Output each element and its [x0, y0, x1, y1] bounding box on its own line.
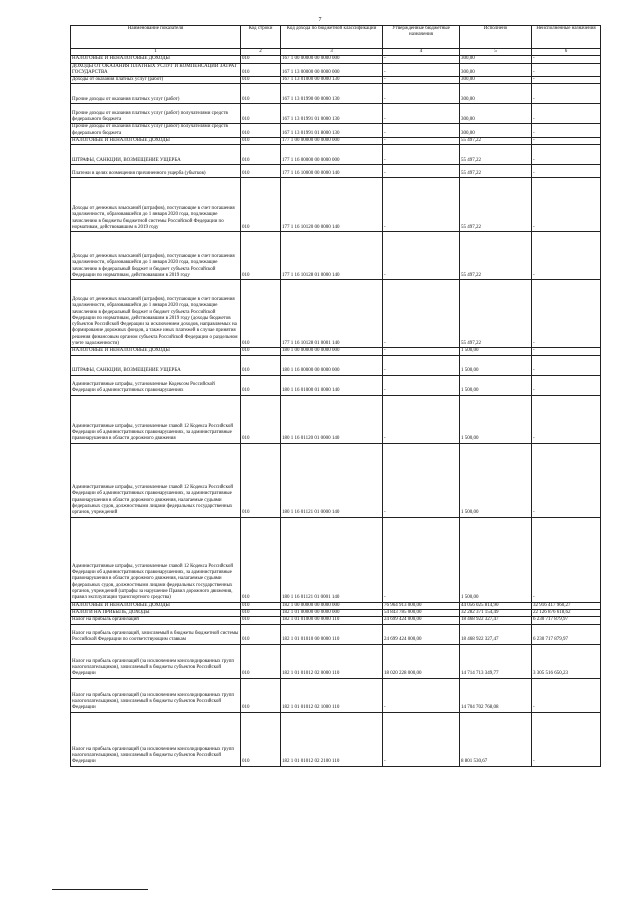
row-income-code: 167 1 13 01991 01 8000 130	[281, 124, 383, 138]
row-name: Налог на прибыль организаций (за исключением консолидированных групп налогоплательщиков), зачисляемый в бюджеты субъектов Российской Федерации	[71, 678, 241, 712]
row-approved: -	[383, 232, 460, 280]
row-income-code: 180 1 16 01120 01 0000 140	[281, 395, 383, 443]
row-approved: -	[383, 280, 460, 348]
row-name: НАЛОГОВЫЕ И НЕНАЛОГОВЫЕ ДОХОДЫ	[71, 348, 241, 355]
row-income-code: 167 1 13 01991 01 0000 130	[281, 104, 383, 124]
row-unexecuted: -	[532, 145, 601, 165]
row-name: НАЛОГОВЫЕ И НЕНАЛОГОВЫЕ ДОХОДЫ	[71, 56, 241, 63]
row-name: ДОХОДЫ ОТ ОКАЗАНИЯ ПЛАТНЫХ УСЛУГ И КОМПЕНСАЦИИ ЗАТРАТ ГОСУДАРСТВА	[71, 63, 241, 77]
row-code: 010	[241, 84, 281, 104]
row-unexecuted: -	[532, 178, 601, 232]
row-name: Налог на прибыль организаций (за исключением консолидированных групп налогоплательщиков), зачисляемый в бюджеты субъектов Российской Федерации	[71, 644, 241, 678]
row-approved: -	[383, 145, 460, 165]
row-name: Доходы от денежных взысканий (штрафов), поступающие в счет погашения задолженности, образовавшейся до 1 января 2020 года, подлежащие зачислению в бюджеты бюджетной системы Российской Федерации по нормативам, действовавшим в 2019 году	[71, 178, 241, 232]
header-unexecuted: Неисполненные назначения	[532, 26, 601, 49]
row-name: НАЛОГИ НА ПРИБЫЛЬ, ДОХОДЫ	[71, 609, 241, 616]
row-code: 010	[241, 395, 281, 443]
table-row	[71, 104, 601, 124]
row-income-code: 182 1 01 01012 02 0000 110	[281, 644, 383, 678]
row-executed: 55 497,22	[460, 165, 532, 178]
row-executed: 44 056 025 814,90	[460, 602, 532, 609]
row-code: 010	[241, 712, 281, 766]
row-approved: -	[383, 63, 460, 77]
table-row	[71, 232, 601, 280]
row-executed: 1 500,00	[460, 355, 532, 375]
row-code: 010	[241, 375, 281, 395]
row-approved: 18 020 228 000,00	[383, 644, 460, 678]
column-number: 3	[281, 49, 383, 56]
table-row	[71, 63, 601, 77]
row-approved: -	[383, 56, 460, 63]
row-income-code: 180 1 16 00000 00 0000 000	[281, 355, 383, 375]
table-row	[71, 84, 601, 104]
column-number: 1	[71, 49, 241, 56]
row-name: Административные штрафы, установленные Кодексом Российской Федерации об административных правонарушениях	[71, 375, 241, 395]
row-name: Доходы от денежных взысканий (штрафов), поступающие в счет погашения задолженности, образовавшейся до 1 января 2020 года, подлежащие зачислению в федеральный бюджет и бюджет субъекта Российской Федерации по нормативам, действовавшим в 2019 году	[71, 232, 241, 280]
footer-rule	[52, 889, 148, 890]
row-approved: 76 964 913 000,00	[383, 602, 460, 609]
header-indicator-name: Наименование показателя	[71, 26, 241, 49]
row-code: 010	[241, 644, 281, 678]
row-approved: -	[383, 517, 460, 602]
row-unexecuted: -	[532, 63, 601, 77]
row-executed: 1 500,00	[460, 443, 532, 517]
row-executed: 14 704 702 768,08	[460, 678, 532, 712]
table-row	[71, 124, 601, 138]
row-code: 010	[241, 355, 281, 375]
row-income-code: 177 1 16 10128 01 0000 140	[281, 232, 383, 280]
row-code: 010	[241, 178, 281, 232]
page-number: 7	[318, 17, 322, 23]
row-code: 010	[241, 56, 281, 63]
row-executed: 18 468 922 327,47	[460, 617, 532, 624]
row-code: 010	[241, 609, 281, 616]
row-executed: 55 497,22	[460, 178, 532, 232]
row-approved: -	[383, 165, 460, 178]
row-income-code: 177 1 00 00000 00 0000 000	[281, 138, 383, 145]
table-row	[71, 375, 601, 395]
row-approved: -	[383, 678, 460, 712]
row-income-code: 182 1 01 01010 00 0000 110	[281, 624, 383, 644]
revenue-report-table	[70, 25, 601, 767]
column-number: 6	[532, 49, 601, 56]
row-unexecuted: 22 126 876 618,62	[532, 609, 601, 616]
row-income-code: 167 1 13 01000 00 0000 130	[281, 77, 383, 84]
row-unexecuted: -	[532, 517, 601, 602]
row-unexecuted: 32 916 417 960,27	[532, 602, 601, 609]
table-row	[71, 678, 601, 712]
table-row	[71, 138, 601, 145]
row-code: 010	[241, 348, 281, 355]
row-name: НАЛОГОВЫЕ И НЕНАЛОГОВЫЕ ДОХОДЫ	[71, 138, 241, 145]
row-name: Административные штрафы, установленные главой 12 Кодекса Российской Федерации об административных правонарушениях, за административные правонарушения в области дорожного движения	[71, 395, 241, 443]
row-unexecuted: -	[532, 280, 601, 348]
row-unexecuted: -	[532, 124, 601, 138]
row-income-code: 177 1 16 00000 00 0000 000	[281, 145, 383, 165]
row-unexecuted: 6 230 717 879,97	[532, 617, 601, 624]
row-approved: 24 699 424 000,00	[383, 617, 460, 624]
row-executed: 300,00	[460, 77, 532, 84]
row-approved: 54 843 785 000,00	[383, 609, 460, 616]
row-code: 010	[241, 602, 281, 609]
row-executed: 55 497,22	[460, 280, 532, 348]
row-income-code: 177 1 16 10120 00 0000 140	[281, 178, 383, 232]
row-code: 010	[241, 138, 281, 145]
table-row	[71, 517, 601, 602]
row-code: 010	[241, 443, 281, 517]
row-unexecuted: -	[532, 712, 601, 766]
row-name: Налог на прибыль организаций, зачисляемый в бюджеты бюджетной системы Российской Федерации по соответствующим ставкам	[71, 624, 241, 644]
row-unexecuted: -	[532, 165, 601, 178]
table-row	[71, 712, 601, 766]
row-code: 010	[241, 617, 281, 624]
column-number: 4	[383, 49, 460, 56]
row-approved: -	[383, 84, 460, 104]
row-executed: 300,00	[460, 84, 532, 104]
table-row	[71, 617, 601, 624]
row-executed: 32 282 371 154,49	[460, 609, 532, 616]
row-executed: 55 497,22	[460, 145, 532, 165]
row-code: 010	[241, 517, 281, 602]
table-row	[71, 355, 601, 375]
row-executed: 55 497,22	[460, 232, 532, 280]
row-executed: 1 500,00	[460, 375, 532, 395]
row-unexecuted: -	[532, 56, 601, 63]
row-executed: 300,00	[460, 124, 532, 138]
row-name: Административные штрафы, установленные главой 12 Кодекса Российской Федерации об административных правонарушениях, за административные правонарушения в области дорожного движения, налагаемые судьями федеральных судов, должностными лицами федеральных государственных органов, учреждений	[71, 443, 241, 517]
row-code: 010	[241, 678, 281, 712]
row-approved: -	[383, 375, 460, 395]
row-code: 010	[241, 232, 281, 280]
row-income-code: 180 1 00 00000 00 0000 000	[281, 348, 383, 355]
row-name: Прочие доходы от оказания платных услуг (работ)	[71, 84, 241, 104]
row-approved: -	[383, 348, 460, 355]
row-code: 010	[241, 104, 281, 124]
row-name: Налог на прибыль организаций (за исключением консолидированных групп налогоплательщиков), зачисляемый в бюджеты субъектов Российской Федерации	[71, 712, 241, 766]
header-executed: Исполнено	[460, 26, 532, 49]
row-approved: -	[383, 77, 460, 84]
row-name: Прочие доходы от оказания платных услуг (работ) получателями средств федерального бюджета	[71, 104, 241, 124]
row-approved: 24 699 424 000,00	[383, 624, 460, 644]
header-approved: Утвержденные бюджетные назначения	[383, 26, 460, 49]
table-row	[71, 178, 601, 232]
row-income-code: 182 1 01 01012 02 2100 110	[281, 712, 383, 766]
row-code: 010	[241, 77, 281, 84]
row-unexecuted: -	[532, 77, 601, 84]
row-name: Доходы от денежных взысканий (штрафов), поступающие в счет погашения задолженности, образовавшейся до 1 января 2020 года, подлежащие зачислению в федеральный бюджет и бюджет субъекта Российской Федерации по нормативам, действовавшим в 2019 году (доходы бюджетов субъектов Российской Федерации за исключением доходов, направляемых на формирование дорожных фондов, а также иных платежей в случае принятия решения финансовым органом субъекта Российской Федерации о раздельном учете задолженности)	[71, 280, 241, 348]
header-row	[71, 26, 601, 49]
row-unexecuted: -	[532, 678, 601, 712]
row-income-code: 182 1 01 00000 00 0000 000	[281, 609, 383, 616]
row-income-code: 182 1 01 01012 02 1000 110	[281, 678, 383, 712]
row-income-code: 182 1 01 01000 00 0000 110	[281, 617, 383, 624]
row-unexecuted: -	[532, 355, 601, 375]
row-executed: 18 468 922 327,47	[460, 624, 532, 644]
row-unexecuted: 6 230 717 879,97	[532, 624, 601, 644]
row-executed: 1 500,00	[460, 348, 532, 355]
row-executed: 1 500,00	[460, 395, 532, 443]
row-income-code: 177 1 16 10000 00 0000 140	[281, 165, 383, 178]
row-name: НАЛОГОВЫЕ И НЕНАЛОГОВЫЕ ДОХОДЫ	[71, 602, 241, 609]
column-number: 5	[460, 49, 532, 56]
row-approved: -	[383, 104, 460, 124]
row-income-code: 180 1 16 01121 01 0000 140	[281, 443, 383, 517]
row-approved: -	[383, 178, 460, 232]
table-row	[71, 280, 601, 348]
row-income-code: 177 1 16 10128 01 0001 140	[281, 280, 383, 348]
table-row	[71, 165, 601, 178]
table-row	[71, 644, 601, 678]
row-code: 010	[241, 124, 281, 138]
row-name: Платежи в целях возмещения причиненного ущерба (убытков)	[71, 165, 241, 178]
row-name: Доходы от оказания платных услуг (работ)	[71, 77, 241, 84]
row-income-code: 182 1 00 00000 00 0000 000	[281, 602, 383, 609]
column-number: 2	[241, 49, 281, 56]
row-executed: 300,00	[460, 63, 532, 77]
row-name: ШТРАФЫ, САНКЦИИ, ВОЗМЕЩЕНИЕ УЩЕРБА	[71, 145, 241, 165]
row-code: 010	[241, 165, 281, 178]
table-row	[71, 77, 601, 84]
row-income-code: 167 1 13 01990 00 0000 130	[281, 84, 383, 104]
row-name: Налог на прибыль организаций	[71, 617, 241, 624]
table-row	[71, 145, 601, 165]
row-income-code: 180 1 16 01000 01 0000 140	[281, 375, 383, 395]
row-approved: -	[383, 124, 460, 138]
row-executed: 14 714 713 349,77	[460, 644, 532, 678]
column-number-row	[71, 49, 601, 56]
row-executed: 300,00	[460, 104, 532, 124]
row-name: Прочие доходы от оказания платных услуг (работ) получателями средств федерального бюджета	[71, 124, 241, 138]
row-unexecuted: -	[532, 232, 601, 280]
row-approved: -	[383, 443, 460, 517]
row-approved: -	[383, 138, 460, 145]
row-unexecuted: -	[532, 138, 601, 145]
table-row	[71, 56, 601, 63]
row-code: 010	[241, 145, 281, 165]
row-approved: -	[383, 712, 460, 766]
row-code: 010	[241, 63, 281, 77]
row-name: ШТРАФЫ, САНКЦИИ, ВОЗМЕЩЕНИЕ УЩЕРБА	[71, 355, 241, 375]
row-unexecuted: -	[532, 104, 601, 124]
row-name: Административные штрафы, установленные главой 12 Кодекса Российской Федерации об административных правонарушениях, за административные правонарушения в области дорожного движения, налагаемые судьями федеральных судов, должностными лицами федеральных государственных органов, учреждений (штрафы за нарушение Правил дорожного движения, правил эксплуатации транспортного средства)	[71, 517, 241, 602]
row-unexecuted: -	[532, 443, 601, 517]
table-row	[71, 602, 601, 609]
table-row	[71, 395, 601, 443]
row-executed: 300,00	[460, 56, 532, 63]
row-code: 010	[241, 280, 281, 348]
row-executed: 1 500,00	[460, 517, 532, 602]
row-approved: -	[383, 355, 460, 375]
row-unexecuted: -	[532, 395, 601, 443]
header-income-code: Код дохода по бюджетной классификации	[281, 26, 383, 49]
row-income-code: 167 1 00 00000 00 0000 000	[281, 56, 383, 63]
row-unexecuted: 3 305 516 650,23	[532, 644, 601, 678]
row-unexecuted: -	[532, 84, 601, 104]
table-row	[71, 624, 601, 644]
row-income-code: 180 1 16 01121 01 0001 140	[281, 517, 383, 602]
row-executed: 55 497,22	[460, 138, 532, 145]
table-row	[71, 609, 601, 616]
row-unexecuted: -	[532, 348, 601, 355]
row-unexecuted: -	[532, 375, 601, 395]
row-income-code: 167 1 13 00000 00 0000 000	[281, 63, 383, 77]
table-row	[71, 443, 601, 517]
row-approved: -	[383, 395, 460, 443]
row-code: 010	[241, 624, 281, 644]
header-row-code: Код строки	[241, 26, 281, 49]
table-row	[71, 348, 601, 355]
row-executed: 8 801 530,67	[460, 712, 532, 766]
